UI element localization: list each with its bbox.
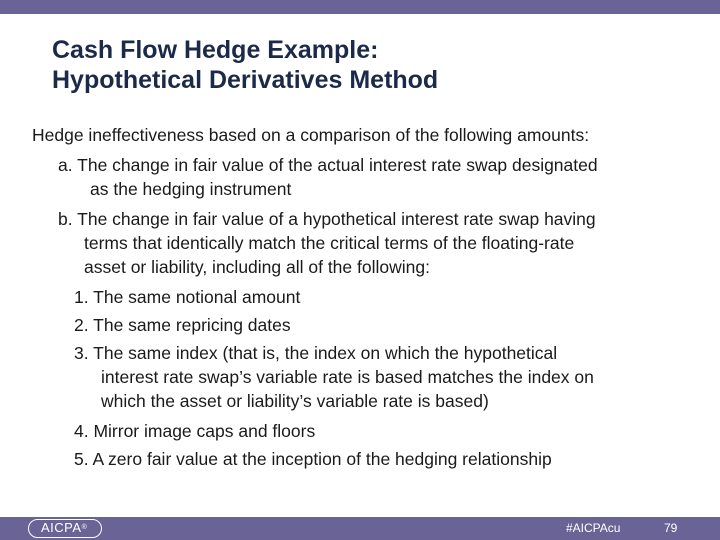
item-a-line-1: a. The change in fair value of the actual interest rate swap designated xyxy=(58,155,598,175)
footer-bar xyxy=(0,517,720,540)
registered-mark: ® xyxy=(81,524,88,531)
intro-text: Hedge ineffectiveness based on a comparison of the following amounts: xyxy=(32,125,590,145)
item-a-line-2: as the hedging instrument xyxy=(90,179,292,199)
sub-item-3-line-2: interest rate swap’s variable rate is based matches the index on xyxy=(101,367,594,387)
slide-title-line-2: Hypothetical Derivatives Method xyxy=(52,66,439,94)
footer-hashtag: #AICPAcu xyxy=(566,521,621,535)
sub-item-5: 5. A zero fair value at the inception of the hedging relationship xyxy=(74,449,552,469)
slide-title-line-1: Cash Flow Hedge Example: xyxy=(52,36,379,64)
aicpa-logo xyxy=(28,519,102,538)
sub-item-2: 2. The same repricing dates xyxy=(74,315,291,335)
item-b-line-3: asset or liability, including all of the following: xyxy=(84,257,430,277)
sub-item-4: 4. Mirror image caps and floors xyxy=(74,421,316,441)
top-accent-bar xyxy=(0,0,720,14)
page-number: 79 xyxy=(664,521,678,535)
item-b-line-2: terms that identically match the critical terms of the floating-rate xyxy=(84,233,575,253)
sub-item-1: 1. The same notional amount xyxy=(74,287,301,307)
sub-item-3-line-3: which the asset or liability’s variable rate is based) xyxy=(101,391,489,411)
item-b-line-1: b. The change in fair value of a hypothetical interest rate swap having xyxy=(58,209,596,229)
sub-item-3-line-1: 3. The same index (that is, the index on which the hypothetical xyxy=(74,343,558,363)
slide-title xyxy=(52,35,438,95)
aicpa-logo-text: AICPA xyxy=(41,520,82,535)
